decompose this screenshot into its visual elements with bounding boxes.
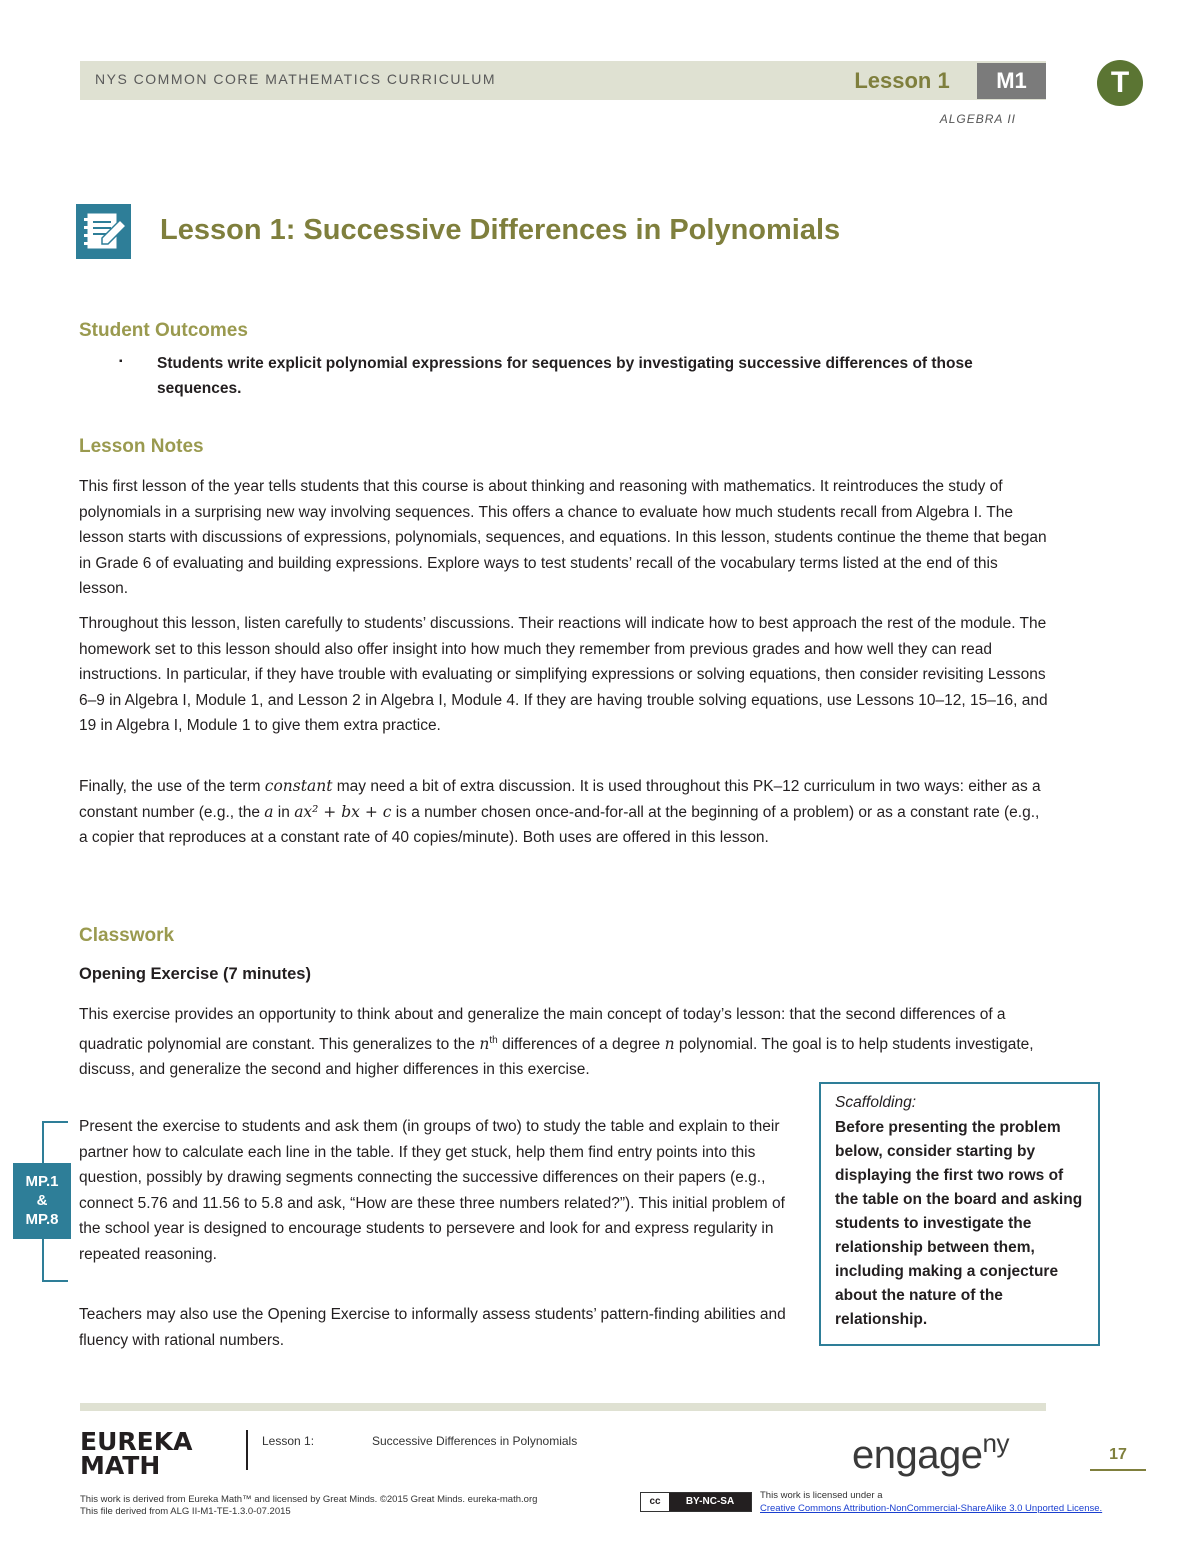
- outcome-bullet: Students write explicit polynomial expressions for sequences by investigating successive differences of those sequences.: [157, 355, 973, 397]
- classwork-paragraph: [79, 1002, 1049, 1083]
- lesson-label: Lesson 1: [854, 68, 950, 93]
- term-constant: constant: [264, 777, 333, 795]
- logo-line: EUREKA: [80, 1427, 193, 1456]
- page-number-rule: [1090, 1469, 1146, 1471]
- notebook-pencil-icon: [76, 204, 131, 259]
- text-run: differences of a degree: [497, 1035, 665, 1053]
- course-name: ALGEBRA II: [939, 112, 1016, 126]
- classwork-paragraph: Present the exercise to students and ask them (in groups of two) to study the table and explain to their partner how to calculate each line in the table. If they get stuck, help them find entry points into this question, possibly by drawing segments connecting the successive differences on their papers (e.g., connect 5.76 and 11.56 to 5.8 and ask, “How are these three numbers related?”). This initial problem of the school year is designed to encourage students to persevere and look for and express regularity in repeated reasoning.: [79, 1118, 785, 1263]
- text-run: is a number chosen once-and-for-all at the beginning of a problem) or as a constant rate (e.g., a copier that reproduces at a constant rate of 40 copies/minute). Both uses are offered in this lesson.: [79, 803, 1040, 846]
- module-badge: M1: [977, 63, 1046, 99]
- footer-rule: [80, 1403, 1046, 1411]
- text-run: This exercise provides an opportunity to think about and generalize the main concept of today’s lesson: that the second differences of a quadratic polynomial are constant. This generalizes to the: [79, 1006, 1006, 1053]
- derived-notice: This work is derived from Eureka Math™ and licensed by Great Minds. ©2015 Great Minds. eureka-math.org: [80, 1494, 538, 1505]
- mp-line: &: [36, 1192, 48, 1209]
- text-run: polynomial. The goal is to help students investigate, discuss, and generalize the second and higher differences in this exercise.: [79, 1035, 1034, 1079]
- cc-license-badge[interactable]: [640, 1492, 752, 1512]
- mp-tab: [13, 1163, 71, 1239]
- teacher-badge: T: [1097, 60, 1143, 106]
- footer-lesson-label: Lesson 1:: [262, 1434, 315, 1448]
- math-expression: ax² + bx + c: [294, 802, 392, 821]
- scaffolding-box: [819, 1082, 1100, 1346]
- mp-line: MP.1: [25, 1173, 59, 1190]
- scaffolding-title: Scaffolding:: [835, 1094, 916, 1111]
- cc-type: BY-NC-SA: [669, 1493, 751, 1511]
- license-link[interactable]: Creative Commons Attribution-NonCommercial-ShareAlike 3.0 Unported License.: [760, 1503, 1103, 1514]
- lesson-notes-heading: Lesson Notes: [79, 436, 204, 457]
- logo-line: MATH: [80, 1451, 161, 1480]
- file-notice: This file derived from ALG II-M1-TE-1.3.0-07.2015: [80, 1506, 291, 1517]
- text-run: Finally, the use of the term: [79, 778, 265, 795]
- classwork-paragraph: Teachers may also use the Opening Exercise to informally assess students’ pattern-finding abilities and fluency with rational numbers.: [79, 1306, 786, 1349]
- superscript: th: [489, 1034, 498, 1046]
- scaffolding-body: Before presenting the problem below, consider starting by displaying the first two rows of the table on the board and asking students to investigate the relationship between them, including making a conjecture about the nature of the relationship.: [835, 1119, 1083, 1328]
- footer-lesson-name: Successive Differences in Polynomials: [372, 1434, 578, 1448]
- lesson-notes-paragraph: This first lesson of the year tells students that this course is about thinking and reasoning with mathematics. It reintroduces the study of polynomials in a surprising new way involving sequences. This offers a chance to evaluate how much students recall from Algebra I. The lesson starts with discussions of expressions, polynomials, sequences, and equations. In this lesson, students continue the theme that began in Grade 6 of evaluating and building expressions. Explore ways to test students’ recall of the vocabulary terms listed at the end of this lesson.: [79, 478, 1047, 597]
- opening-exercise-heading: Opening Exercise (7 minutes): [79, 965, 311, 983]
- mp-line: MP.8: [25, 1211, 59, 1228]
- engageny-logo: [852, 1428, 1009, 1478]
- text-run: in: [273, 803, 295, 821]
- classwork-heading: Classwork: [79, 925, 175, 946]
- page-title: Lesson 1: Successive Differences in Polynomials: [160, 214, 841, 246]
- lesson-notes-paragraph: [79, 774, 1049, 851]
- text-run: may need a bit of extra discussion. It is used throughout this PK–12 curriculum in two ways: either as a constant number (e.g., the: [79, 778, 1041, 821]
- math-variable: n: [479, 1034, 490, 1053]
- math-variable: a: [264, 802, 274, 821]
- lesson-notes-paragraph: Throughout this lesson, listen carefully to students’ discussions. Their reactions will indicate how to best approach the rest of the module. The homework set to this lesson should also offer insight into how much they remember from previous grades and how well they can read instructions. In particular, if they have trouble with evaluating or simplifying expressions or solving equations, then consider revisiting Lessons 6–9 in Algebra I, Module 1, and Lesson 2 in Algebra I, Module 4. If they are having trouble solving equations, use Lessons 10–12, 15–16, and 19 in Algebra I, Module 1 to give them extra practice.: [79, 615, 1048, 734]
- student-outcomes-heading: Student Outcomes: [79, 320, 248, 341]
- math-variable: n: [664, 1034, 675, 1053]
- footer-divider: [246, 1430, 248, 1470]
- cc-icon: cc: [641, 1493, 669, 1511]
- eureka-math-logo: [80, 1427, 193, 1480]
- logo-superscript: ny: [982, 1428, 1009, 1458]
- curriculum-name: NYS COMMON CORE MATHEMATICS CURRICULUM: [95, 71, 497, 87]
- license-intro: This work is licensed under a: [760, 1490, 883, 1501]
- logo-text: engage: [852, 1433, 983, 1477]
- page-number: 17: [1109, 1446, 1127, 1463]
- bullet-marker: ▪: [119, 356, 123, 367]
